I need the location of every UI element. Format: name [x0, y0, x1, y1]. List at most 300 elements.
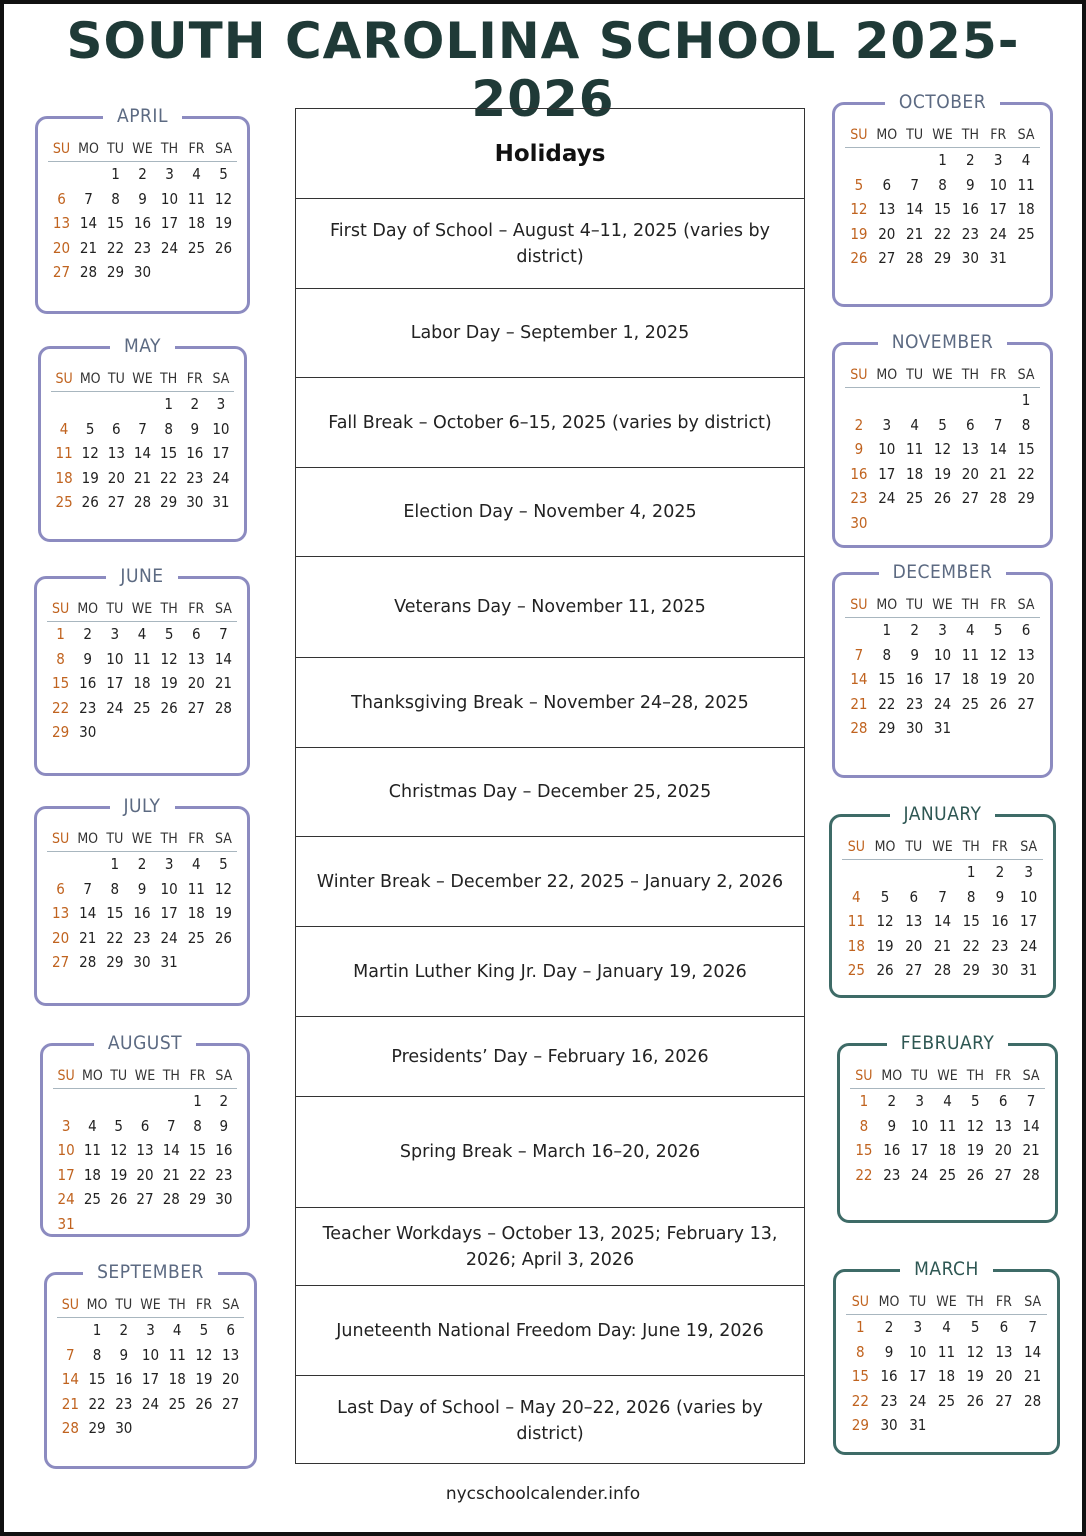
day-cell: 19 [876, 936, 894, 955]
holiday-row: Teacher Workdays – October 13, 2025; February 13, 2026; April 3, 2026 [296, 1208, 804, 1286]
day-cell: 18 [937, 1367, 956, 1386]
month-calendar-may [38, 335, 247, 542]
day-cell: 26 [966, 1165, 984, 1184]
day-cell: 12 [850, 200, 868, 219]
day-cell: 30 [850, 513, 868, 532]
day-cell: 17 [909, 1367, 927, 1386]
day-cell: 20 [136, 1165, 154, 1184]
day-cell: 19 [933, 464, 952, 483]
holiday-row: Veterans Day – November 11, 2025 [296, 557, 804, 658]
page-title: SOUTH CAROLINA SCHOOL 2025-2026 [66, 12, 1020, 128]
day-cell: 3 [216, 395, 226, 413]
weekday-header: TH [961, 1064, 989, 1089]
day-cell: 3 [993, 151, 1003, 169]
day-cell: 17 [212, 444, 230, 463]
day-cell: 23 [991, 936, 1009, 955]
weekday-header: TH [156, 137, 183, 162]
day-cell: 1 [938, 151, 947, 169]
day-cell: 30 [133, 953, 151, 972]
empty-day-cell [57, 1318, 84, 1343]
month-calendar-september [44, 1261, 257, 1469]
day-cell: 17 [160, 214, 179, 233]
day-cell: 24 [106, 698, 124, 717]
weekday-header: MO [873, 123, 901, 148]
day-cell: 23 [186, 468, 204, 487]
day-cell: 29 [106, 263, 125, 282]
month-name-wrap [835, 561, 1050, 583]
day-cell: 13 [961, 440, 979, 459]
day-cell: 13 [905, 912, 923, 931]
month-name-wrap [835, 331, 1050, 353]
day-cell: 21 [1022, 1141, 1040, 1160]
weekday-header: SU [51, 367, 77, 392]
day-cell: 14 [61, 1370, 79, 1389]
day-cell: 6 [57, 189, 66, 208]
day-cell: 9 [966, 175, 975, 194]
month-name-wrap [38, 105, 247, 127]
month-calendar-march [833, 1258, 1060, 1455]
day-cell: 21 [79, 238, 98, 257]
empty-day-cell [53, 1089, 79, 1114]
day-cell: 16 [186, 444, 204, 463]
day-cell: 2 [995, 863, 1005, 881]
day-cell: 1 [856, 1318, 865, 1336]
weekday-header: FR [182, 367, 208, 392]
day-cell: 28 [162, 1190, 180, 1209]
day-cell: 2 [138, 165, 147, 183]
day-cell: 9 [119, 1345, 129, 1364]
day-cell: 28 [1024, 1391, 1042, 1410]
day-cell: 23 [850, 489, 868, 508]
day-cell: 29 [851, 1416, 869, 1435]
day-cell: 11 [187, 879, 205, 898]
day-cell: 12 [966, 1342, 984, 1361]
weekday-header: FR [984, 363, 1012, 388]
day-cell: 10 [160, 189, 179, 208]
weekday-header: MO [75, 137, 102, 162]
day-cell: 15 [851, 1367, 869, 1386]
day-cell: 29 [88, 1419, 106, 1438]
weekday-header: SA [208, 367, 234, 392]
empty-day-cell [984, 388, 1012, 413]
weekday-header: WE [129, 367, 155, 392]
day-cell: 2 [887, 1092, 897, 1110]
day-cell: 14 [162, 1141, 180, 1160]
empty-day-cell [77, 392, 103, 417]
day-cell: 4 [192, 165, 201, 183]
day-cell: 25 [906, 489, 924, 508]
weekday-header: MO [873, 363, 901, 388]
day-cell: 9 [884, 1342, 894, 1361]
day-cell: 24 [933, 694, 952, 713]
month-calendar-june [34, 565, 250, 776]
day-cell: 7 [910, 175, 919, 194]
weekday-header: WE [129, 137, 156, 162]
holiday-row: First Day of School – August 4–11, 2025 (varies by district) [296, 199, 804, 289]
holiday-row: Winter Break – December 22, 2025 – January 2, 2026 [296, 837, 804, 927]
weekday-header: WE [932, 1290, 961, 1315]
day-cell: 8 [111, 189, 120, 208]
day-cell: 5 [938, 415, 947, 434]
month-calendar-january [829, 803, 1056, 998]
day-cell: 12 [160, 649, 178, 668]
day-cell: 16 [991, 912, 1009, 931]
month-day-grid [845, 593, 1040, 741]
day-cell: 9 [854, 440, 864, 459]
day-cell: 18 [187, 214, 206, 233]
day-cell: 7 [1028, 1318, 1037, 1336]
weekday-header: FR [183, 597, 210, 622]
day-cell: 27 [187, 698, 205, 717]
day-cell: 24 [160, 238, 179, 257]
holiday-row: Labor Day – September 1, 2025 [296, 289, 804, 378]
weekday-header: TU [101, 597, 128, 622]
day-cell: 16 [115, 1370, 133, 1389]
day-cell: 7 [166, 1116, 176, 1135]
day-cell: 10 [212, 419, 230, 438]
weekday-header: FR [986, 835, 1015, 860]
month-name: SEPTEMBER [83, 1261, 218, 1283]
day-cell: 30 [133, 263, 152, 282]
empty-day-cell [129, 392, 155, 417]
day-cell: 22 [855, 1165, 873, 1184]
weekday-header: SA [210, 137, 237, 162]
day-cell: 21 [1024, 1367, 1042, 1386]
day-cell: 22 [51, 698, 70, 717]
day-cell: 26 [214, 928, 232, 947]
day-cell: 27 [878, 249, 896, 268]
day-cell: 18 [133, 674, 151, 693]
day-cell: 3 [1024, 863, 1033, 881]
day-cell: 7 [84, 189, 93, 208]
day-cell: 5 [85, 419, 95, 438]
day-cell: 17 [989, 200, 1007, 219]
day-cell: 19 [195, 1370, 213, 1389]
day-cell: 3 [913, 1318, 923, 1336]
weekday-header: WE [128, 827, 155, 852]
day-cell: 17 [1020, 912, 1038, 931]
day-cell: 9 [219, 1116, 229, 1135]
day-cell: 25 [55, 493, 73, 512]
day-cell: 15 [1017, 440, 1035, 459]
day-cell: 20 [878, 224, 896, 243]
day-cell: 27 [52, 263, 71, 282]
day-cell: 2 [966, 151, 975, 169]
month-name: FEBRUARY [887, 1032, 1009, 1054]
day-cell: 11 [938, 1116, 957, 1135]
weekday-header: TU [903, 1290, 932, 1315]
holiday-row: Martin Luther King Jr. Day – January 19, 2026 [296, 927, 804, 1017]
weekday-header: MO [875, 1290, 904, 1315]
weekday-header: TU [901, 593, 929, 618]
day-cell: 3 [110, 625, 120, 643]
day-cell: 1 [92, 1321, 102, 1339]
empty-day-cell [47, 852, 74, 877]
day-cell: 30 [115, 1419, 133, 1438]
weekday-header: TU [106, 1064, 132, 1089]
day-cell: 17 [57, 1165, 75, 1184]
weekday-header: SA [210, 597, 237, 622]
day-cell: 27 [961, 489, 979, 508]
day-cell: 25 [847, 961, 865, 980]
holiday-row: Thanksgiving Break – November 24–28, 2025 [296, 658, 804, 748]
day-cell: 12 [989, 645, 1007, 664]
day-cell: 22 [106, 928, 124, 947]
day-cell: 25 [168, 1394, 186, 1413]
day-cell: 7 [83, 879, 92, 898]
day-cell: 26 [110, 1190, 128, 1209]
day-cell: 14 [133, 444, 152, 463]
day-cell: 2 [190, 395, 200, 413]
holidays-table [295, 108, 805, 1464]
day-cell: 9 [910, 645, 919, 664]
day-cell: 7 [66, 1345, 75, 1364]
empty-day-cell [158, 1089, 184, 1114]
day-cell: 23 [215, 1165, 233, 1184]
day-cell: 23 [133, 238, 152, 257]
day-cell: 20 [994, 1141, 1012, 1160]
day-cell: 4 [191, 855, 201, 873]
empty-day-cell [873, 148, 901, 173]
weekday-header: SU [850, 1064, 878, 1089]
day-cell: 26 [214, 238, 233, 257]
day-cell: 24 [989, 224, 1007, 243]
day-cell: 14 [850, 670, 868, 689]
month-day-grid [845, 363, 1040, 536]
day-cell: 29 [106, 953, 124, 972]
day-cell: 18 [961, 670, 979, 689]
weekday-header: SA [1012, 593, 1040, 618]
weekday-header: MO [74, 597, 101, 622]
day-cell: 8 [856, 1342, 865, 1361]
day-cell: 18 [55, 468, 73, 487]
day-cell: 3 [915, 1092, 924, 1110]
day-cell: 10 [106, 649, 124, 668]
weekday-header: WE [929, 363, 957, 388]
day-cell: 14 [79, 904, 97, 923]
day-cell: 14 [214, 649, 232, 668]
weekday-header: MO [74, 827, 101, 852]
weekday-header: WE [137, 1293, 164, 1318]
day-cell: 28 [79, 953, 97, 972]
weekday-header: TU [901, 123, 929, 148]
day-cell: 23 [880, 1391, 898, 1410]
weekday-header: MO [77, 367, 103, 392]
footer-website: nycschoolcalender.info [445, 1484, 641, 1504]
day-cell: 8 [92, 1345, 102, 1364]
weekday-header: TH [156, 827, 183, 852]
day-cell: 11 [168, 1345, 186, 1364]
day-cell: 8 [110, 879, 120, 898]
day-cell: 7 [1026, 1092, 1036, 1110]
day-cell: 26 [989, 694, 1007, 713]
weekday-header: SA [211, 1064, 237, 1089]
day-cell: 23 [79, 698, 97, 717]
day-cell: 9 [887, 1116, 897, 1135]
weekday-header: TU [103, 367, 129, 392]
month-calendar-august [40, 1032, 250, 1237]
day-cell: 4 [966, 621, 975, 639]
day-cell: 10 [933, 645, 952, 664]
day-cell: 6 [191, 625, 201, 643]
empty-day-cell [74, 852, 101, 877]
day-cell: 14 [989, 440, 1007, 459]
day-cell: 25 [83, 1190, 101, 1209]
day-cell: 6 [998, 1092, 1008, 1110]
day-cell: 18 [1017, 200, 1035, 219]
weekday-header: FR [184, 1064, 210, 1089]
weekday-header: TH [961, 1290, 990, 1315]
day-cell: 1 [164, 395, 173, 413]
day-cell: 3 [164, 855, 174, 873]
month-calendar-october [832, 91, 1053, 307]
day-cell: 9 [137, 879, 147, 898]
day-cell: 26 [850, 249, 868, 268]
day-cell: 12 [195, 1345, 213, 1364]
empty-day-cell [899, 860, 928, 885]
weekday-header: WE [132, 1064, 158, 1089]
day-cell: 1 [193, 1092, 202, 1110]
month-name-wrap [37, 565, 247, 587]
day-cell: 3 [938, 621, 947, 639]
day-cell: 3 [146, 1321, 155, 1339]
weekday-header: TU [101, 827, 128, 852]
day-cell: 13 [1017, 645, 1035, 664]
day-cell: 9 [995, 887, 1005, 906]
empty-day-cell [901, 148, 929, 173]
day-cell: 30 [961, 249, 979, 268]
day-cell: 30 [79, 723, 97, 742]
day-cell: 22 [933, 224, 952, 243]
holiday-row: Last Day of School – May 20–22, 2026 (varies by district) [337, 1397, 763, 1444]
day-cell: 15 [51, 674, 70, 693]
day-cell: 11 [906, 440, 924, 459]
day-cell: 20 [52, 238, 71, 257]
day-cell: 11 [133, 649, 151, 668]
day-cell: 13 [222, 1345, 240, 1364]
weekday-header: TH [158, 1064, 184, 1089]
weekday-header: FR [990, 1290, 1019, 1315]
day-cell: 21 [61, 1394, 79, 1413]
day-cell: 21 [79, 928, 97, 947]
month-calendar-april [35, 105, 250, 314]
weekday-header: SA [210, 827, 237, 852]
day-cell: 31 [1020, 961, 1038, 980]
weekday-header: SU [842, 835, 871, 860]
day-cell: 26 [933, 489, 952, 508]
day-cell: 17 [160, 904, 178, 923]
weekday-header: SA [1012, 363, 1040, 388]
day-cell: 17 [933, 670, 952, 689]
month-day-grid [47, 827, 237, 975]
day-cell: 22 [88, 1394, 106, 1413]
day-cell: 21 [133, 468, 152, 487]
month-day-grid [846, 1290, 1047, 1438]
day-cell: 28 [850, 719, 868, 738]
day-cell: 7 [138, 419, 147, 438]
day-cell: 31 [160, 953, 178, 972]
holiday-row: Election Day – November 4, 2025 [296, 468, 804, 557]
day-cell: 23 [133, 928, 151, 947]
day-cell: 17 [911, 1141, 929, 1160]
day-cell: 5 [219, 855, 228, 873]
day-cell: 4 [137, 625, 147, 643]
month-day-grid [53, 1064, 237, 1237]
day-cell: 13 [187, 649, 205, 668]
weekday-header: SU [47, 827, 74, 852]
day-cell: 8 [193, 1116, 202, 1135]
weekday-header: FR [984, 593, 1012, 618]
weekday-header: MO [84, 1293, 111, 1318]
day-cell: 17 [106, 674, 124, 693]
day-cell: 26 [876, 961, 894, 980]
day-cell: 25 [938, 1165, 957, 1184]
day-cell: 1 [111, 165, 120, 183]
day-cell: 12 [110, 1141, 128, 1160]
day-cell: 27 [136, 1190, 154, 1209]
day-cell: 9 [83, 649, 92, 668]
day-cell: 4 [942, 1318, 951, 1336]
day-cell: 19 [214, 904, 232, 923]
empty-day-cell [873, 388, 901, 413]
day-cell: 14 [1022, 1116, 1040, 1135]
day-cell: 24 [911, 1165, 929, 1184]
day-cell: 23 [115, 1394, 133, 1413]
day-cell: 2 [854, 415, 864, 434]
empty-day-cell [79, 1089, 105, 1114]
day-cell: 11 [55, 444, 73, 463]
day-cell: 13 [52, 214, 71, 233]
empty-day-cell [51, 392, 77, 417]
day-cell: 28 [79, 263, 98, 282]
day-cell: 15 [88, 1370, 106, 1389]
month-name-wrap [832, 803, 1053, 825]
day-cell: 12 [81, 444, 99, 463]
day-cell: 28 [61, 1419, 79, 1438]
empty-day-cell [929, 388, 957, 413]
day-cell: 1 [966, 863, 976, 881]
day-cell: 27 [905, 961, 923, 980]
weekday-header: WE [128, 597, 155, 622]
day-cell: 4 [943, 1092, 952, 1110]
day-cell: 22 [1017, 464, 1035, 483]
day-cell: 6 [966, 415, 975, 434]
day-cell: 14 [79, 214, 98, 233]
weekday-header: TU [102, 137, 129, 162]
day-cell: 1 [56, 625, 65, 643]
day-cell: 14 [1024, 1342, 1042, 1361]
holiday-row: Juneteenth National Freedom Day: June 19, 2026 [296, 1286, 804, 1376]
empty-day-cell [956, 388, 984, 413]
day-cell: 16 [850, 464, 868, 483]
day-cell: 3 [882, 415, 892, 434]
day-cell: 16 [883, 1141, 901, 1160]
day-cell: 2 [219, 1092, 229, 1110]
day-cell: 25 [133, 698, 151, 717]
weekday-header: SA [1012, 123, 1040, 148]
day-cell: 18 [938, 1141, 957, 1160]
weekday-header: SU [845, 123, 873, 148]
day-cell: 2 [910, 621, 919, 639]
weekday-header: TU [906, 1064, 934, 1089]
day-cell: 24 [57, 1190, 75, 1209]
day-cell: 22 [106, 238, 125, 257]
day-cell: 21 [989, 464, 1007, 483]
day-cell: 4 [172, 1321, 182, 1339]
day-cell: 19 [160, 674, 178, 693]
day-cell: 6 [1021, 621, 1031, 639]
day-cell: 24 [878, 489, 896, 508]
